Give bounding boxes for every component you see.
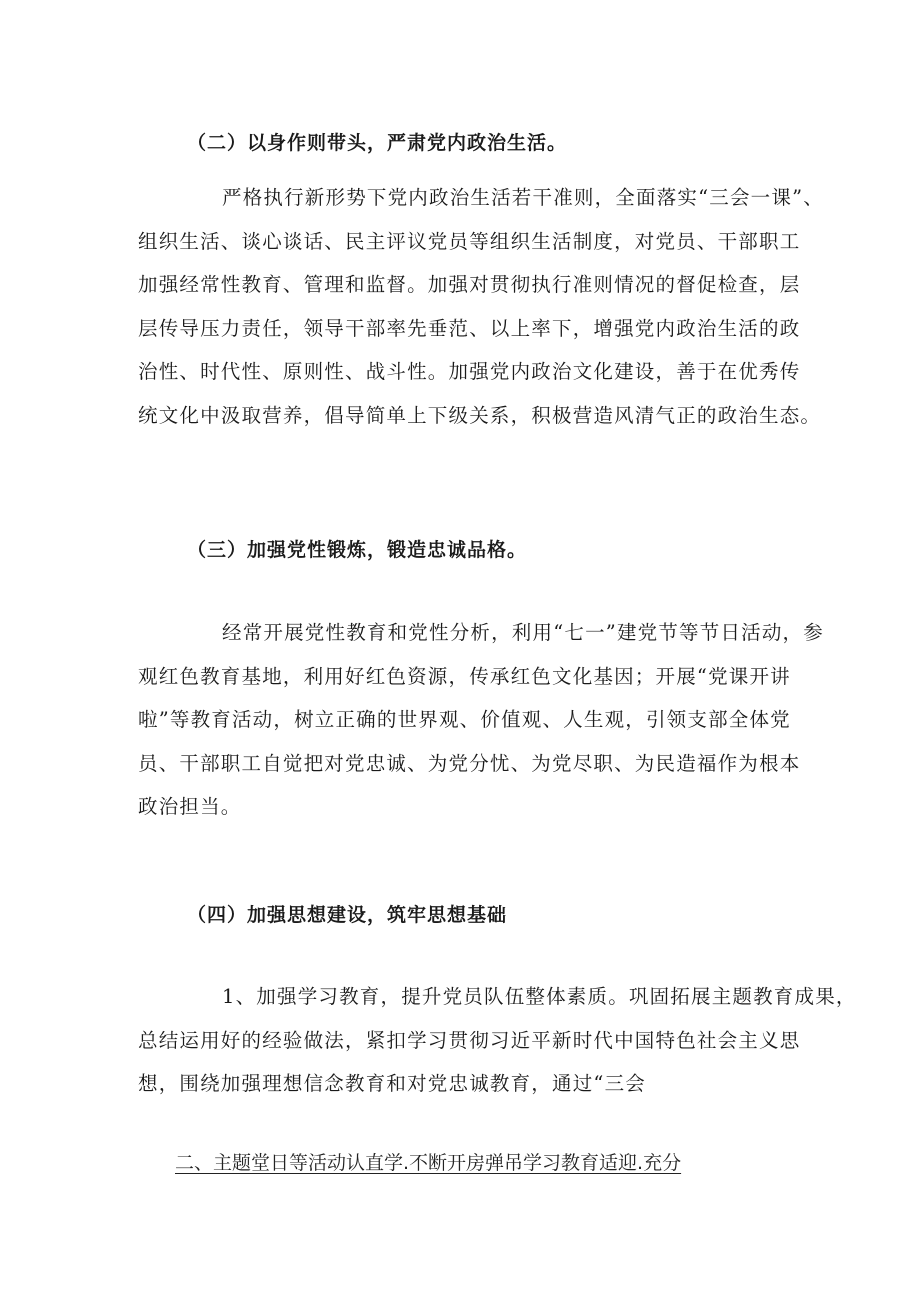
paragraph-section-2 [138,176,824,437]
paragraph-section-4 [138,975,857,1106]
paragraph-line: 经常开展党性教育和党性分析，利用“七一”建党节等节日活动，参 [222,621,824,644]
garbled-footer-line: 二、主题堂日等活动认直学.不断开房弹吊学习教育适迎.充分 [175,1152,682,1174]
paragraph-line: 啦”等教育活动，树立正确的世界观、价值观、人生观，引领支部全体党 [138,708,791,731]
section-heading-3: （三）加强党性锻炼，锻造忠诚品格。 [187,539,528,561]
paragraph-line: 层传导压力责任，领导干部率先垂范、以上率下，增强党内政治生活的政 [138,316,801,340]
paragraph-line: 组织生活、谈心谈话、民主评议党员等组织生活制度，对党员、干部职工 [138,229,801,253]
paragraph-line: 加强经常性教育、管理和监督。加强对贯彻执行准则情况的督促检查，层 [138,273,801,296]
paragraph-line: 政治担当。 [138,795,242,818]
paragraph-line: 员、干部职工自觉把对党忠诚、为党分忧、为党尽职、为民造福作为根本 [138,751,801,775]
paragraph-line: 统文化中汲取营养，倡导简单上下级关系，积极营造风清气正的政治生态。 [138,403,822,427]
paragraph-line: 严格执行新形势下党内政治生活若干准则，全面落实“三会一课”、 [222,186,824,209]
section-heading-2: （二）以身作则带头，严肃党内政治生活。 [187,132,568,154]
paragraph-line: 想，围绕加强理想信念教育和对党忠诚教育，通过“三会 [138,1072,646,1095]
section-heading-4: （四）加强思想建设，筑牢思想基础 [187,904,508,926]
paragraph-line: 总结运用好的经验做法，紧扣学习贯彻习近平新时代中国特色社会主义思 [138,1028,801,1052]
paragraph-section-3 [138,611,824,829]
paragraph-line: 观红色教育基地，利用好红色资源，传承红色文化基因；开展“党课开讲 [138,664,791,688]
paragraph-line: 治性、时代性、原则性、战斗性。加强党内政治文化建设，善于在优秀传 [138,360,801,383]
paragraph-line: 1、加强学习教育，提升党员队伍整体素质。巩固拓展主题教育成果， [222,985,857,1008]
